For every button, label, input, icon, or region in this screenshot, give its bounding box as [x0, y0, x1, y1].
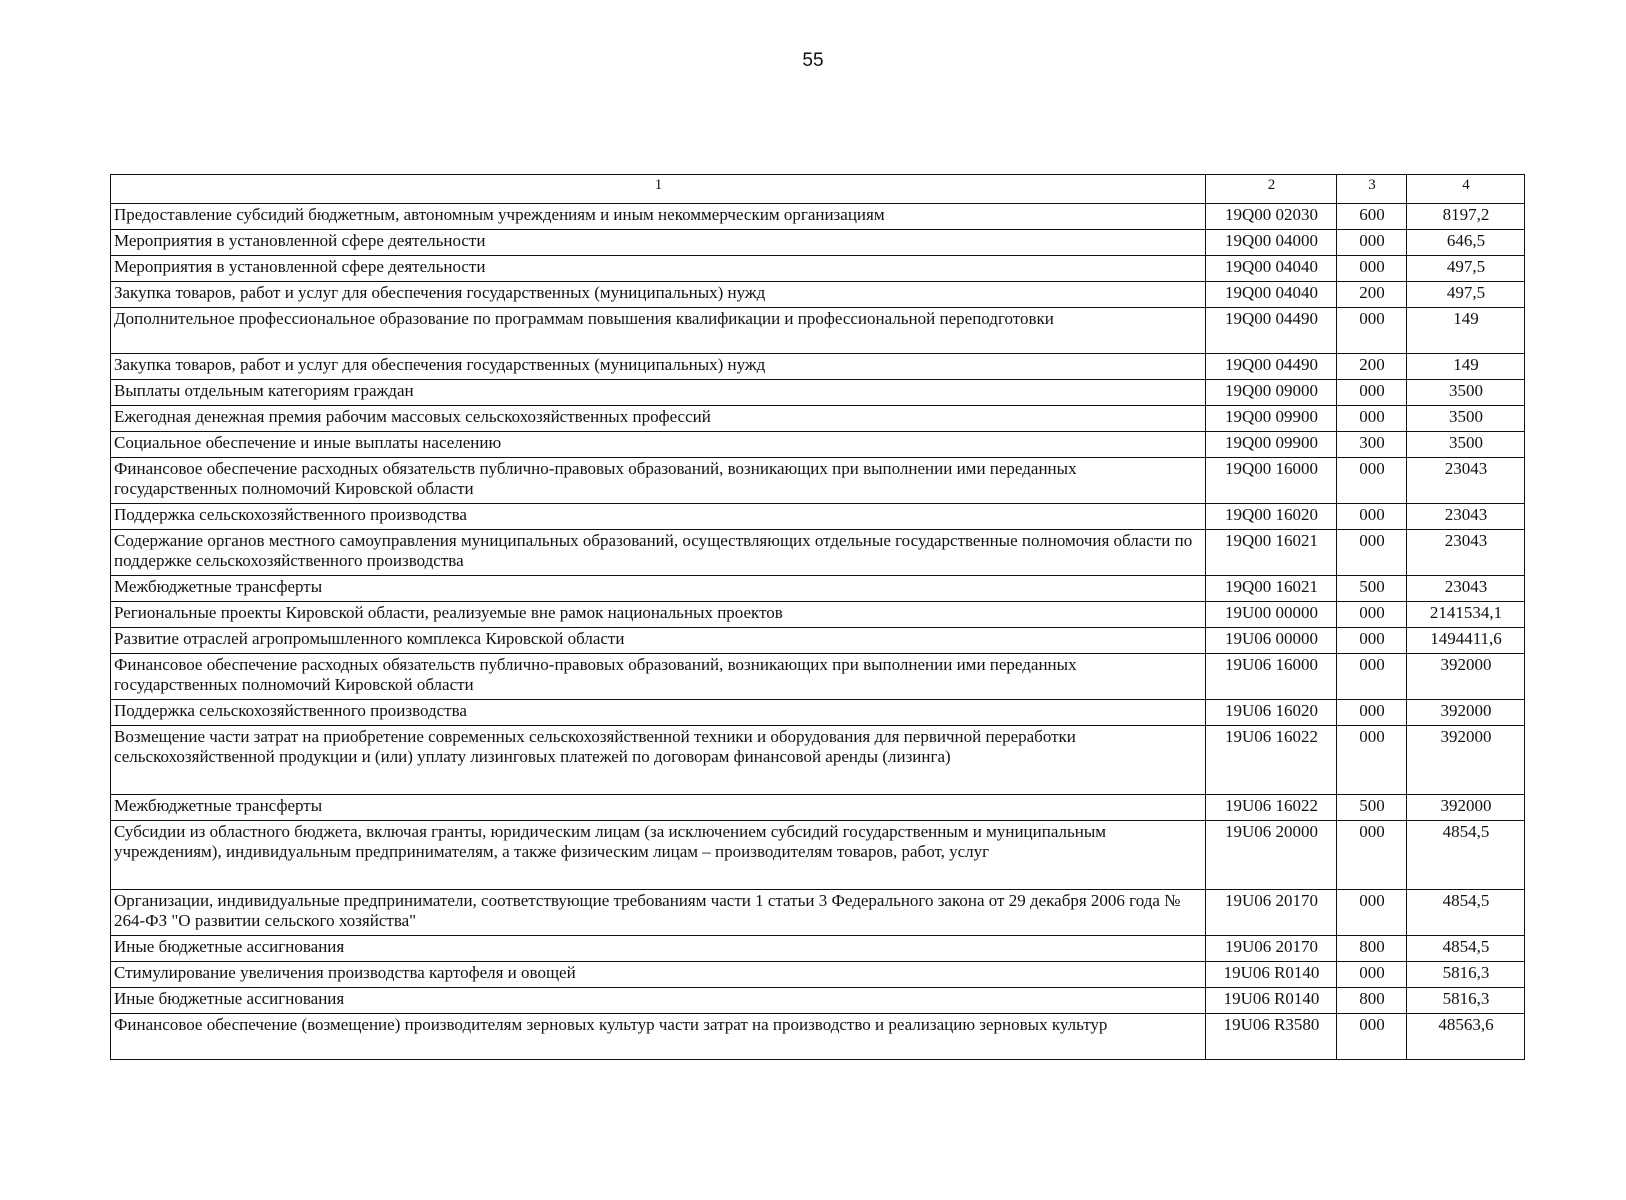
row-name: Поддержка сельскохозяйственного производства [111, 504, 1206, 530]
row-type: 000 [1337, 380, 1407, 406]
row-name: Возмещение части затрат на приобретение современных сельскохозяйственной техники и оборудования для первичной переработки сельскохозяйственной продукции и (или) уплату лизинговых платежей по договорам финансовой аренды (лизинга) [111, 726, 1206, 795]
table-row [111, 726, 1525, 795]
row-code: 19U06 00000 [1206, 628, 1337, 654]
row-amount: 3500 [1407, 380, 1525, 406]
row-code: 19Q00 16000 [1206, 458, 1337, 504]
table-row [111, 432, 1525, 458]
table-row [111, 1014, 1525, 1060]
row-type: 000 [1337, 602, 1407, 628]
row-code: 19Q00 04000 [1206, 230, 1337, 256]
table-row [111, 988, 1525, 1014]
row-amount: 149 [1407, 354, 1525, 380]
row-name: Закупка товаров, работ и услуг для обеспечения государственных (муниципальных) нужд [111, 354, 1206, 380]
table-row [111, 380, 1525, 406]
row-amount: 149 [1407, 308, 1525, 354]
table-row [111, 795, 1525, 821]
row-code: 19Q00 09900 [1206, 432, 1337, 458]
row-type: 000 [1337, 962, 1407, 988]
table-row [111, 354, 1525, 380]
row-type: 000 [1337, 530, 1407, 576]
row-amount: 3500 [1407, 406, 1525, 432]
row-code: 19Q00 04490 [1206, 308, 1337, 354]
row-amount: 392000 [1407, 726, 1525, 795]
row-amount: 392000 [1407, 795, 1525, 821]
table-row [111, 700, 1525, 726]
row-type: 500 [1337, 576, 1407, 602]
table-header-row [111, 175, 1525, 204]
row-code: 19U06 16000 [1206, 654, 1337, 700]
row-amount: 4854,5 [1407, 936, 1525, 962]
table-row [111, 230, 1525, 256]
row-name: Развитие отраслей агропромышленного комплекса Кировской области [111, 628, 1206, 654]
column-header-amount: 4 [1407, 175, 1525, 204]
row-name: Выплаты отдельным категориям граждан [111, 380, 1206, 406]
row-type: 000 [1337, 726, 1407, 795]
row-amount: 497,5 [1407, 256, 1525, 282]
row-name: Межбюджетные трансферты [111, 576, 1206, 602]
row-name: Финансовое обеспечение расходных обязательств публично-правовых образований, возникающих при выполнении ими переданных государственных полномочий Кировской области [111, 458, 1206, 504]
row-code: 19U06 16022 [1206, 726, 1337, 795]
row-code: 19Q00 16020 [1206, 504, 1337, 530]
row-amount: 8197,2 [1407, 204, 1525, 230]
table-row [111, 602, 1525, 628]
row-type: 000 [1337, 700, 1407, 726]
row-type: 000 [1337, 890, 1407, 936]
row-type: 800 [1337, 936, 1407, 962]
row-name: Поддержка сельскохозяйственного производства [111, 700, 1206, 726]
row-amount: 23043 [1407, 458, 1525, 504]
row-amount: 646,5 [1407, 230, 1525, 256]
table-row [111, 256, 1525, 282]
budget-table [110, 174, 1525, 1060]
row-code: 19U06 20170 [1206, 890, 1337, 936]
row-amount: 392000 [1407, 654, 1525, 700]
row-type: 000 [1337, 458, 1407, 504]
row-name: Иные бюджетные ассигнования [111, 988, 1206, 1014]
row-code: 19U06 R0140 [1206, 962, 1337, 988]
table-row [111, 458, 1525, 504]
row-code: 19Q00 09000 [1206, 380, 1337, 406]
row-code: 19U06 16020 [1206, 700, 1337, 726]
table-row [111, 308, 1525, 354]
row-code: 19Q00 16021 [1206, 530, 1337, 576]
table-row [111, 654, 1525, 700]
table-row [111, 204, 1525, 230]
row-type: 600 [1337, 204, 1407, 230]
row-type: 000 [1337, 1014, 1407, 1060]
row-name: Финансовое обеспечение расходных обязательств публично-правовых образований, возникающих при выполнении ими переданных государственных полномочий Кировской области [111, 654, 1206, 700]
row-amount: 23043 [1407, 530, 1525, 576]
row-type: 500 [1337, 795, 1407, 821]
row-code: 19U06 16022 [1206, 795, 1337, 821]
row-code: 19Q00 04040 [1206, 282, 1337, 308]
row-name: Стимулирование увеличения производства картофеля и овощей [111, 962, 1206, 988]
row-amount: 5816,3 [1407, 962, 1525, 988]
row-name: Организации, индивидуальные предприниматели, соответствующие требованиям части 1 статьи 3 Федерального закона от 29 декабря 2006 года № 264-ФЗ "О развитии сельского хозяйства" [111, 890, 1206, 936]
table-row [111, 406, 1525, 432]
row-code: 19Q00 04040 [1206, 256, 1337, 282]
row-name: Иные бюджетные ассигнования [111, 936, 1206, 962]
row-code: 19Q00 09900 [1206, 406, 1337, 432]
row-amount: 4854,5 [1407, 821, 1525, 890]
row-amount: 392000 [1407, 700, 1525, 726]
row-amount: 4854,5 [1407, 890, 1525, 936]
row-type: 200 [1337, 282, 1407, 308]
row-amount: 48563,6 [1407, 1014, 1525, 1060]
row-name: Дополнительное профессиональное образование по программам повышения квалификации и профессиональной переподготовки [111, 308, 1206, 354]
row-amount: 23043 [1407, 504, 1525, 530]
row-type: 000 [1337, 256, 1407, 282]
table-row [111, 576, 1525, 602]
row-name: Мероприятия в установленной сфере деятельности [111, 230, 1206, 256]
table-row [111, 530, 1525, 576]
column-header-name: 1 [111, 175, 1206, 204]
row-name: Ежегодная денежная премия рабочим массовых сельскохозяйственных профессий [111, 406, 1206, 432]
row-amount: 5816,3 [1407, 988, 1525, 1014]
row-name: Социальное обеспечение и иные выплаты населению [111, 432, 1206, 458]
row-name: Закупка товаров, работ и услуг для обеспечения государственных (муниципальных) нужд [111, 282, 1206, 308]
column-header-code: 2 [1206, 175, 1337, 204]
row-type: 200 [1337, 354, 1407, 380]
row-type: 300 [1337, 432, 1407, 458]
row-type: 000 [1337, 504, 1407, 530]
row-name: Субсидии из областного бюджета, включая гранты, юридическим лицам (за исключением субсидий государственным и муниципальным учреждениям), индивидуальным предпринимателям, а также физическим лицам – производителям товаров, работ, услуг [111, 821, 1206, 890]
table-row [111, 282, 1525, 308]
row-code: 19U06 20170 [1206, 936, 1337, 962]
row-type: 000 [1337, 230, 1407, 256]
table-row [111, 821, 1525, 890]
page-number: 55 [802, 50, 824, 71]
table-row [111, 628, 1525, 654]
row-code: 19Q00 02030 [1206, 204, 1337, 230]
row-name: Содержание органов местного самоуправления муниципальных образований, осуществляющих отдельные государственные полномочия области по поддержке сельскохозяйственного производства [111, 530, 1206, 576]
row-name: Региональные проекты Кировской области, реализуемые вне рамок национальных проектов [111, 602, 1206, 628]
row-type: 000 [1337, 308, 1407, 354]
row-amount: 497,5 [1407, 282, 1525, 308]
row-code: 19Q00 04490 [1206, 354, 1337, 380]
row-type: 000 [1337, 654, 1407, 700]
table-row [111, 962, 1525, 988]
row-code: 19U06 20000 [1206, 821, 1337, 890]
row-type: 800 [1337, 988, 1407, 1014]
row-amount: 23043 [1407, 576, 1525, 602]
row-type: 000 [1337, 406, 1407, 432]
row-code: 19U06 R0140 [1206, 988, 1337, 1014]
row-amount: 3500 [1407, 432, 1525, 458]
row-type: 000 [1337, 628, 1407, 654]
row-name: Мероприятия в установленной сфере деятельности [111, 256, 1206, 282]
row-amount: 1494411,6 [1407, 628, 1525, 654]
row-code: 19U06 R3580 [1206, 1014, 1337, 1060]
row-code: 19U00 00000 [1206, 602, 1337, 628]
table-row [111, 936, 1525, 962]
row-name: Межбюджетные трансферты [111, 795, 1206, 821]
row-code: 19Q00 16021 [1206, 576, 1337, 602]
row-type: 000 [1337, 821, 1407, 890]
column-header-type: 3 [1337, 175, 1407, 204]
table-row [111, 504, 1525, 530]
row-name: Предоставление субсидий бюджетным, автономным учреждениям и иным некоммерческим организациям [111, 204, 1206, 230]
row-name: Финансовое обеспечение (возмещение) производителям зерновых культур части затрат на производство и реализацию зерновых культур [111, 1014, 1206, 1060]
row-amount: 2141534,1 [1407, 602, 1525, 628]
table-row [111, 890, 1525, 936]
